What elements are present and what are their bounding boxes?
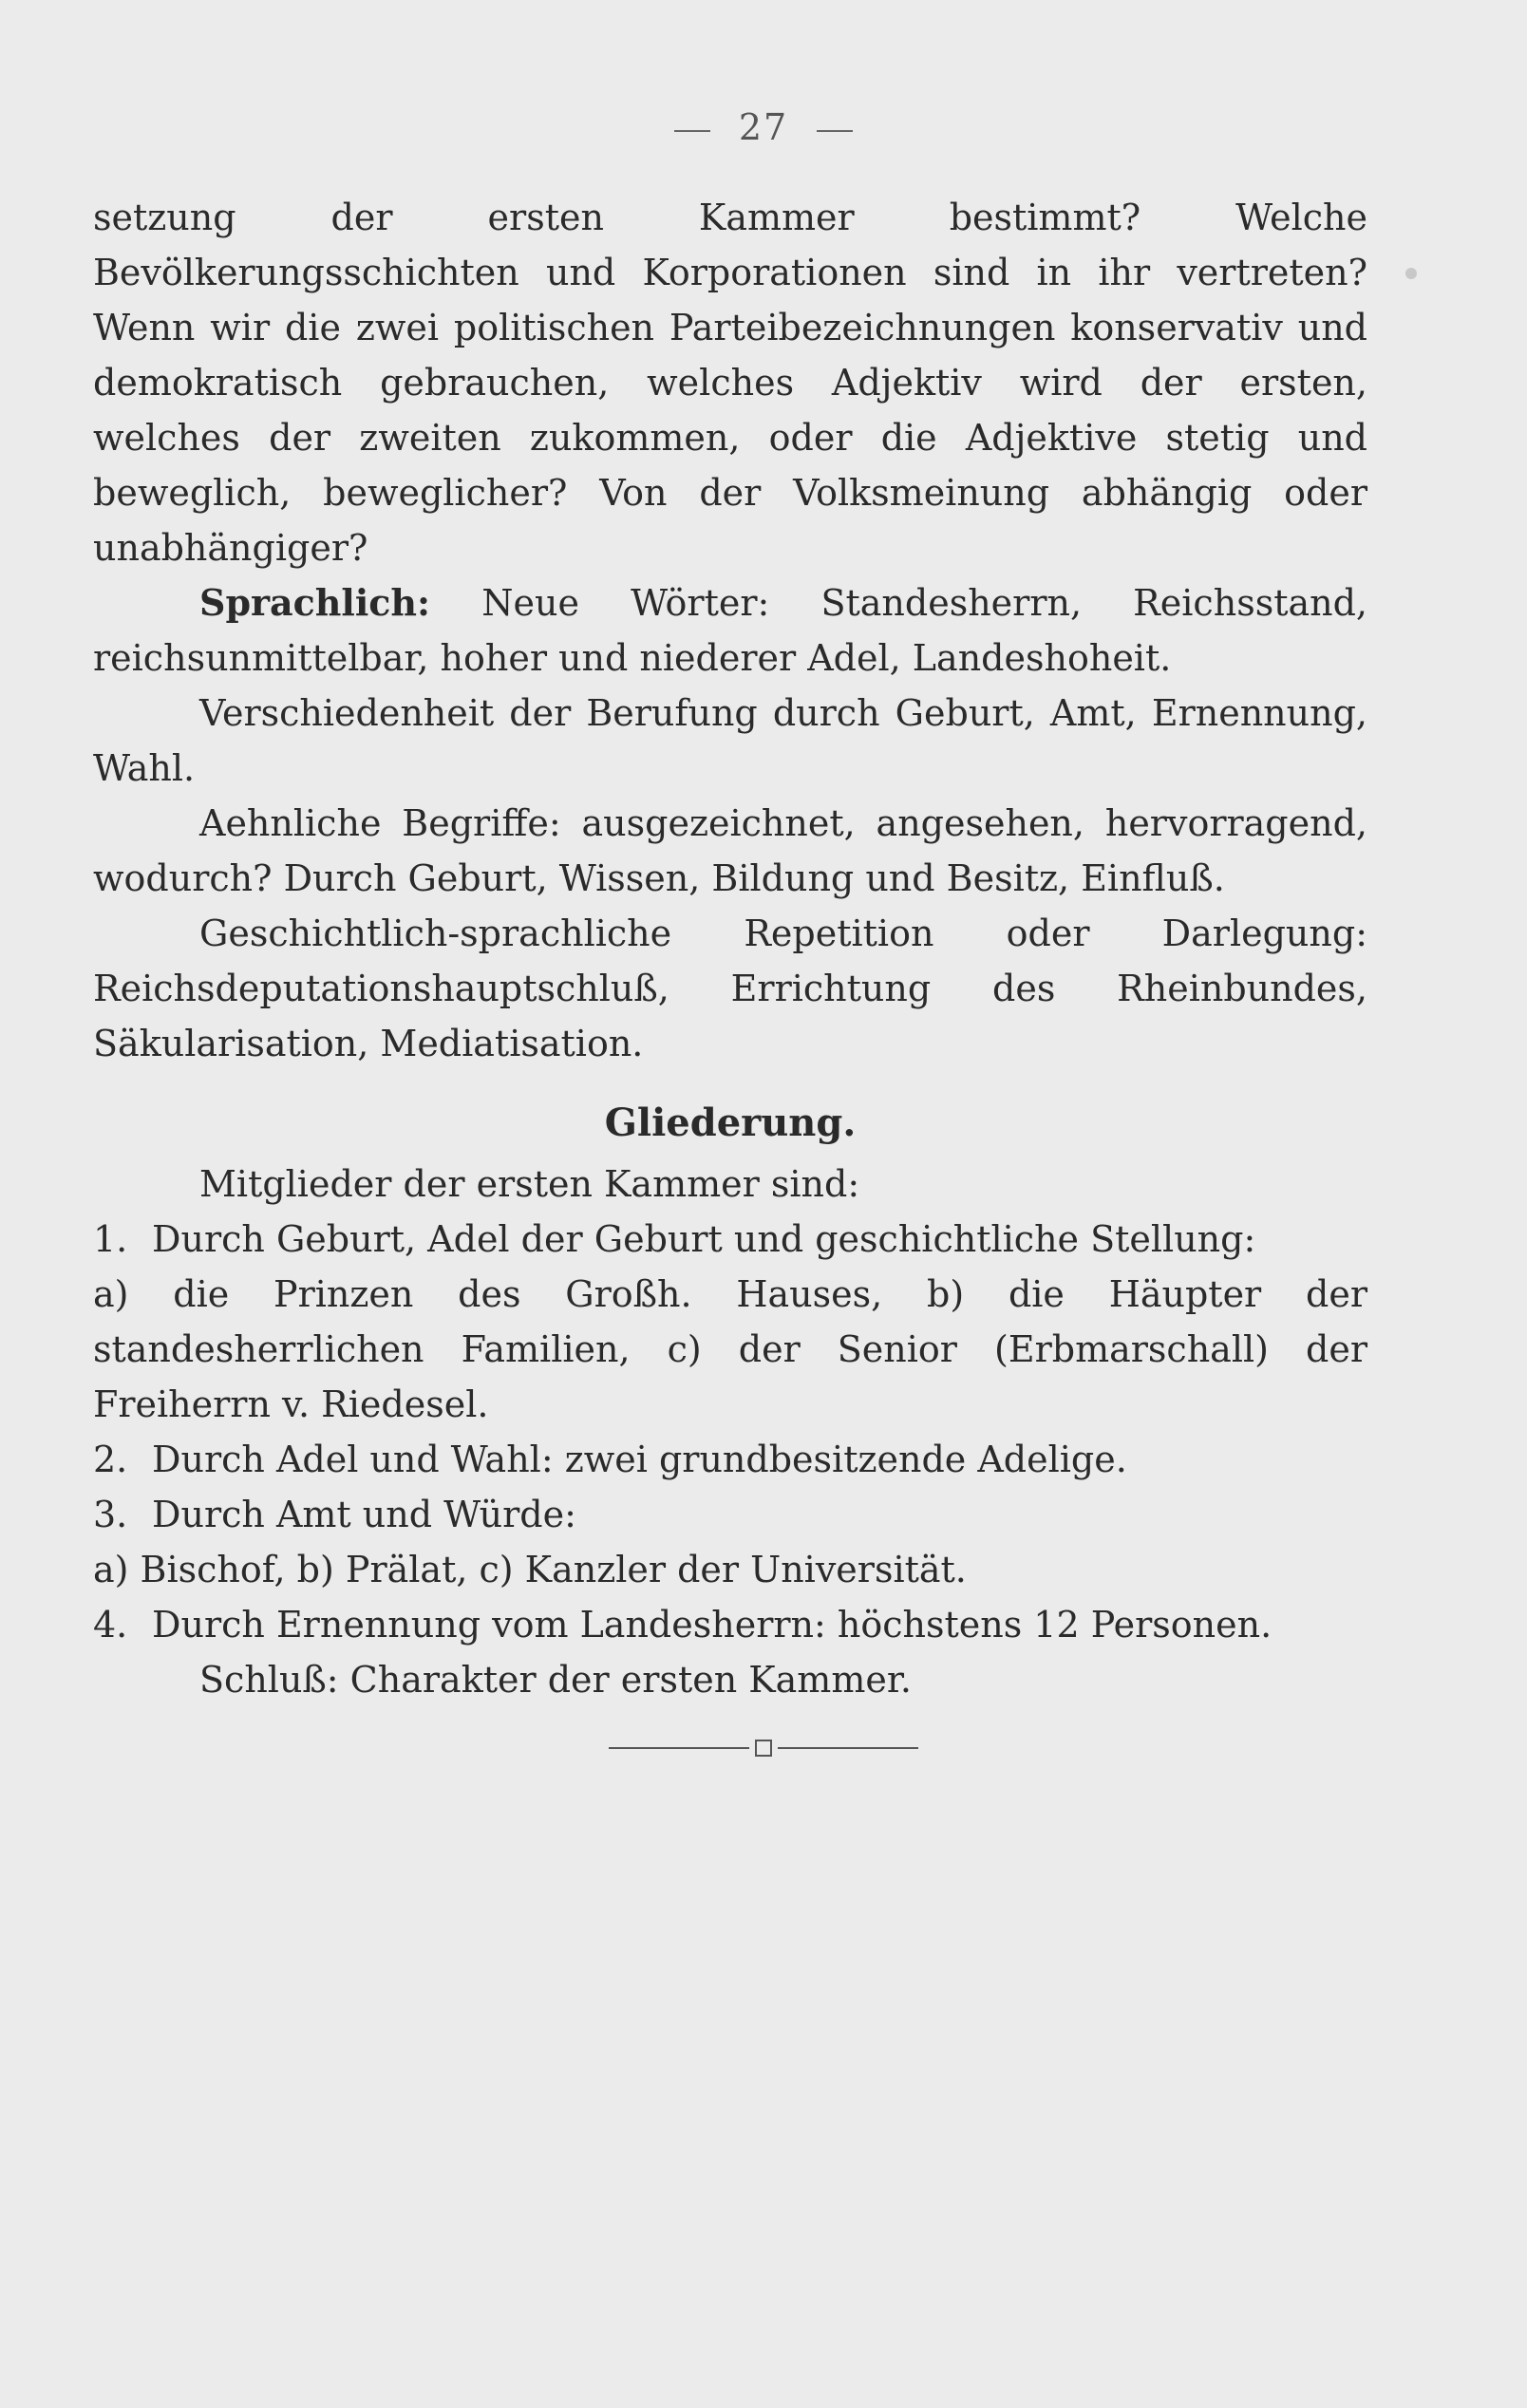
- list-number: 4.: [93, 1604, 128, 1646]
- paper-speck: [1405, 268, 1417, 279]
- list-text: Durch Ernennung vom Landesherrn: höchstens 12 Personen.: [152, 1604, 1272, 1646]
- sprachlich-text: Neue Wörter: Standesherrn, Reichsstand, reichsunmittelbar, hoher und niederer Adel, Landeshoheit.: [93, 582, 1367, 679]
- page-number-text: 27: [738, 106, 789, 148]
- ornament-box: [755, 1740, 772, 1757]
- page-number-dash-right: [817, 130, 853, 132]
- list-item-3-sub: a) Bischof, b) Prälat, c) Kanzler der Universität.: [93, 1549, 967, 1590]
- paragraph-begriffe: Aehnliche Begriffe: ausgezeichnet, angesehen, hervorragend, wodurch? Durch Geburt, Wissen, Bildung und Besitz, Einfluß.: [93, 802, 1367, 899]
- section-closing: Schluß: Charakter der ersten Kammer.: [199, 1659, 912, 1701]
- paragraph-sprachlich: [93, 575, 1367, 686]
- list-number: 3.: [93, 1494, 128, 1535]
- section-intro: Mitglieder der ersten Kammer sind:: [199, 1163, 860, 1205]
- paragraph-questions: setzung der ersten Kammer bestimmt? Welche Bevölkerungsschichten und Korporationen sind in ihr vertreten? Wenn wir die zwei politischen Parteibezeichnungen konservativ und demokratisch gebrauchen, welches Adjektiv wird der ersten, welches der zweiten zukommen, oder die Adjektive stetig und beweglich, beweglicher? Von der Volksmeinung abhängig oder unabhängiger?: [93, 197, 1367, 569]
- paragraph-repetition: Geschichtlich-sprachliche Repetition oder Darlegung: Reichsdeputationshauptschluß, Errichtung des Rheinbundes, Säkularisation, Mediatisation.: [93, 912, 1367, 1064]
- list-text: Durch Geburt, Adel der Geburt und geschichtliche Stellung:: [152, 1218, 1256, 1260]
- ornament-line-right: [778, 1747, 918, 1749]
- list-item-2: [93, 1432, 1367, 1487]
- section-heading: Gliederung.: [604, 1101, 857, 1145]
- list-text: Durch Amt und Würde:: [152, 1494, 576, 1535]
- list-number: 2.: [93, 1439, 128, 1480]
- ornament-line-left: [609, 1747, 749, 1749]
- list-text: Durch Adel und Wahl: zwei grundbesitzende Adelige.: [152, 1439, 1127, 1480]
- list-item-4: [93, 1597, 1367, 1652]
- list-item-3: [93, 1487, 1367, 1542]
- page-number-dash-left: [674, 130, 710, 132]
- sprachlich-label: Sprachlich:: [199, 581, 431, 624]
- body-text: [93, 190, 1367, 1707]
- page-number: [0, 106, 1527, 148]
- paragraph-berufung: Verschiedenheit der Berufung durch Geburt, Amt, Ernennung, Wahl.: [93, 692, 1367, 789]
- end-ornament: [0, 1738, 1527, 1757]
- list-item-1-sub: a) die Prinzen des Großh. Hauses, b) die Häupter der standesherrlichen Familien, c) der Senior (Erbmarschall) der Freiherrn v. Riedesel.: [93, 1273, 1367, 1425]
- list-item-1: [93, 1212, 1367, 1267]
- list-number: 1.: [93, 1218, 128, 1260]
